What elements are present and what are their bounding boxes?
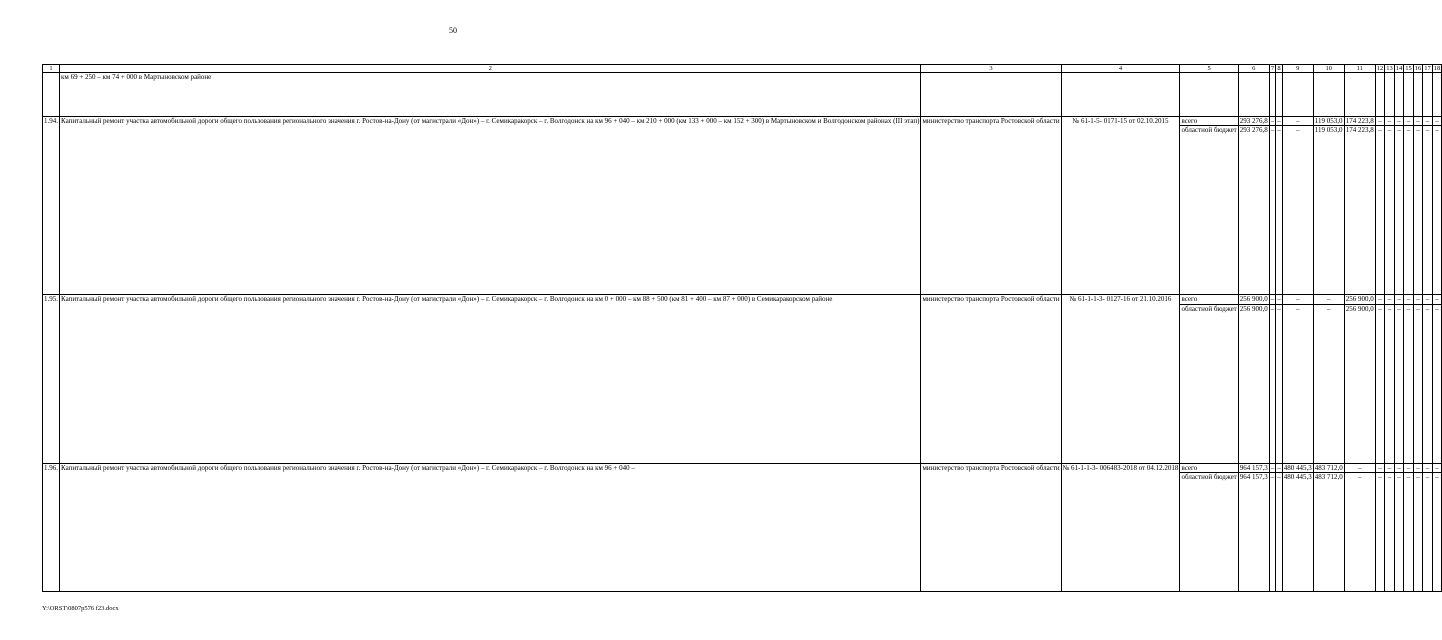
value-cell: –: [1313, 304, 1344, 463]
value-cell: 483 712,0: [1314, 463, 1343, 472]
value-cell: –: [1385, 472, 1395, 591]
empty-cell: [921, 73, 1061, 117]
value-cell: –: [1423, 126, 1433, 295]
header-cell: 12: [1376, 65, 1384, 72]
value-cell: –: [1276, 472, 1283, 591]
value-cell: –: [1269, 304, 1276, 463]
value-cell: 119 053,0: [1314, 117, 1343, 125]
row-number-cell: 1.96.: [43, 463, 60, 591]
value-cell: –: [1432, 472, 1442, 591]
value-cell: 293 276,8: [1238, 126, 1269, 295]
empty-cell: [1282, 73, 1313, 117]
empty-cell: [1061, 73, 1180, 117]
value-cell: –: [1270, 117, 1275, 125]
value-cell: –: [1375, 117, 1385, 126]
header-cell: 9: [1282, 65, 1313, 73]
value-cell: –: [1385, 117, 1395, 126]
value-cell: –: [1423, 472, 1433, 591]
header-cell: 14: [1395, 65, 1403, 72]
funding-source-cell: областной бюджет: [1180, 304, 1238, 463]
value-cell: 480 445,3: [1283, 463, 1312, 472]
value-cell: –: [1394, 295, 1404, 304]
row-number-cell: 1.95.: [43, 295, 60, 463]
value-cell: –: [1404, 126, 1414, 295]
value-cell: –: [1277, 463, 1281, 472]
value-cell: –: [1404, 304, 1414, 463]
empty-cell: [1238, 73, 1269, 117]
value-cell: –: [1385, 463, 1395, 472]
responsible-cell: министерство транспорта Ростовской области: [921, 117, 1061, 295]
empty-cell: [1385, 73, 1395, 117]
empty-cell: [1432, 73, 1442, 117]
value-cell: 256 900,0: [1238, 304, 1269, 463]
empty-cell: [1394, 73, 1404, 117]
value-cell: –: [1432, 304, 1442, 463]
value-cell: –: [1277, 295, 1281, 304]
funding-source-cell: всего: [1180, 463, 1238, 472]
header-cell: 7: [1270, 65, 1275, 72]
value-cell: –: [1313, 295, 1344, 304]
header-row: [43, 65, 1442, 73]
value-cell: –: [1423, 304, 1433, 463]
value-cell: –: [1432, 126, 1442, 295]
description-cell: Капитальный ремонт участка автомобильной дороги общего пользования регионального значения г. Ростов-на-Дону (от магистрали «Дон») – г. Семикаракорск – г. Волгодонск на км 96 + 040 – км 210 + 000 (км 133 + 000 – км 152 + 300) в Мартыновском и Волгодонском районах (III этап): [60, 117, 921, 295]
value-cell: –: [1270, 295, 1275, 304]
value-cell: –: [1394, 304, 1404, 463]
value-cell: 964 157,3: [1238, 472, 1269, 591]
empty-cell: [1180, 73, 1238, 117]
header-cell: 3: [921, 65, 1061, 73]
header-cell: 5: [1180, 65, 1238, 73]
contract-cell: № 61-1-1-3- 0127-16 от 21.10.2016: [1061, 295, 1180, 463]
table-row: [43, 117, 1442, 126]
description-cell: Капитальный ремонт участка автомобильной дороги общего пользования регионального значения г. Ростов-на-Дону (от магистрали «Дон») – г. Семикаракорск – г. Волгодонск на км 0 + 000 – км 88 + 500 (км 81 + 400 – км 87 + 000) в Семикаракорском районе: [60, 295, 921, 463]
value-cell: –: [1269, 126, 1276, 295]
value-cell: 964 157,3: [1239, 463, 1268, 472]
empty-cell: [1313, 73, 1344, 117]
row-number-cell: [43, 73, 60, 117]
page-number: 50: [449, 26, 457, 35]
value-cell: 256 900,0: [1345, 295, 1374, 304]
value-cell: 480 445,3: [1282, 472, 1313, 591]
value-cell: –: [1394, 463, 1404, 472]
value-cell: –: [1270, 463, 1275, 472]
header-cell: 8: [1277, 65, 1281, 72]
contract-cell: № 61-1-5- 0171-15 от 02.10.2015: [1061, 117, 1180, 295]
contract-cell: № 61-1-1-3- 006483-2018 от 04.12.2018: [1061, 463, 1180, 591]
value-cell: –: [1404, 472, 1414, 591]
value-cell: –: [1282, 304, 1313, 463]
value-cell: –: [1423, 463, 1433, 472]
value-cell: –: [1394, 117, 1404, 126]
header-cell: 15: [1405, 65, 1412, 72]
value-cell: –: [1404, 117, 1414, 126]
value-cell: 174 223,8: [1345, 117, 1374, 125]
value-cell: –: [1375, 304, 1385, 463]
value-cell: –: [1375, 295, 1385, 304]
header-cell: 2: [60, 65, 921, 73]
header-cell: 17: [1424, 65, 1431, 72]
empty-cell: [1375, 73, 1385, 117]
header-cell: 18: [1433, 65, 1441, 72]
empty-cell: [1404, 73, 1414, 117]
value-cell: 256 900,0: [1239, 295, 1268, 304]
value-cell: 119 053,0: [1313, 126, 1344, 295]
header-cell: 10: [1313, 65, 1344, 73]
header-cell: 6: [1238, 65, 1269, 73]
funding-source-cell: всего: [1180, 117, 1238, 126]
header-cell: 1: [43, 65, 60, 73]
responsible-cell: министерство транспорта Ростовской области: [921, 463, 1061, 591]
value-cell: –: [1413, 295, 1423, 304]
value-cell: –: [1394, 472, 1404, 591]
value-cell: –: [1385, 295, 1395, 304]
value-cell: –: [1432, 295, 1442, 304]
value-cell: –: [1423, 295, 1433, 304]
value-cell: –: [1344, 463, 1375, 472]
value-cell: 256 900,0: [1344, 304, 1375, 463]
header-cell: 13: [1386, 65, 1393, 72]
responsible-cell: министерство транспорта Ростовской области: [921, 295, 1061, 463]
value-cell: –: [1282, 117, 1313, 126]
value-cell: –: [1276, 126, 1283, 295]
empty-cell: [1344, 73, 1375, 117]
value-cell: –: [1413, 463, 1423, 472]
header-cell: 11: [1344, 65, 1375, 73]
value-cell: –: [1385, 304, 1395, 463]
value-cell: –: [1276, 304, 1283, 463]
value-cell: –: [1269, 472, 1276, 591]
budget-table: [42, 64, 1442, 592]
value-cell: –: [1423, 117, 1433, 126]
value-cell: –: [1404, 463, 1414, 472]
value-cell: –: [1282, 295, 1313, 304]
value-cell: 293 276,8: [1239, 117, 1268, 125]
value-cell: –: [1375, 463, 1385, 472]
funding-source-cell: областной бюджет: [1180, 472, 1238, 591]
empty-cell: [1423, 73, 1433, 117]
header-cell: 16: [1414, 65, 1422, 72]
value-cell: 483 712,0: [1313, 472, 1344, 591]
value-cell: –: [1375, 126, 1385, 295]
table-row-continued: [43, 73, 1442, 117]
value-cell: –: [1282, 126, 1313, 295]
empty-cell: [1413, 73, 1423, 117]
table-row: [43, 463, 1442, 472]
row-number-cell: 1.94.: [43, 117, 60, 295]
value-cell: –: [1432, 463, 1442, 472]
table-row: [43, 295, 1442, 304]
funding-source-cell: областной бюджет: [1180, 126, 1238, 295]
value-cell: –: [1413, 117, 1423, 126]
description-cell: Капитальный ремонт участка автомобильной дороги общего пользования регионального значения г. Ростов-на-Дону (от магистрали «Дон») – г. Семикаракорск – г. Волгодонск на км 96 + 040 –: [60, 463, 921, 591]
value-cell: –: [1375, 472, 1385, 591]
description-cell: км 69 + 250 – км 74 + 000 в Мартыновском районе: [60, 73, 921, 117]
value-cell: –: [1344, 472, 1375, 591]
value-cell: –: [1413, 126, 1423, 295]
value-cell: –: [1404, 295, 1414, 304]
value-cell: 174 223,8: [1344, 126, 1375, 295]
footer-file-path: Y:\ORST\0807p576 f23.docx: [42, 605, 119, 612]
value-cell: –: [1432, 117, 1442, 126]
value-cell: –: [1277, 117, 1281, 125]
funding-source-cell: всего: [1180, 295, 1238, 304]
header-cell: 4: [1061, 65, 1180, 73]
value-cell: –: [1413, 472, 1423, 591]
value-cell: –: [1413, 304, 1423, 463]
value-cell: –: [1394, 126, 1404, 295]
value-cell: –: [1385, 126, 1395, 295]
